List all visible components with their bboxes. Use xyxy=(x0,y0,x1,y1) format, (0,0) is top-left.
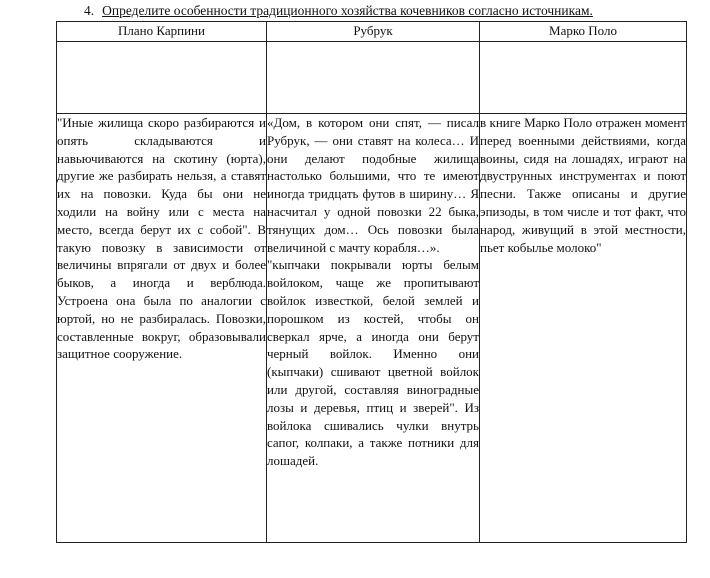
quote-rubruk-2: "кыпчаки покрывали юрты белым войлоком, чаще же пропитывают войлок известкой, белой землей и порошком из костей, чтобы он сверкал ярче, а иногда они берут черный войлок. Именно они (кыпчаки) сшивают цветной войлок или другой, составляя виноградные лозы и деревья, птиц и зверей". Из войлока сшивались чулки внутрь сапог, колпаки, а также потники для лошадей. xyxy=(267,257,479,469)
quote-row xyxy=(57,114,687,543)
header-marco-polo: Марко Поло xyxy=(480,22,687,42)
task-text: Определите особенности традиционного хозяйства кочевников согласно источникам. xyxy=(102,3,593,18)
task-heading xyxy=(84,2,684,20)
task-number: 4. xyxy=(84,3,95,18)
header-rubruk: Рубрук xyxy=(267,22,480,42)
header-karpini: Плано Карпини xyxy=(57,22,267,42)
quote-cell-rubruk xyxy=(267,114,480,543)
answer-cell-rubruk[interactable] xyxy=(267,42,480,114)
answer-cell-marco-polo[interactable] xyxy=(480,42,687,114)
quote-rubruk-1: «Дом, в котором они спят, — писал Рубрук, — они ставят на колеса… И они делают подобные жилища настолько большими, что те имеют иногда тридцать футов в ширину… Я насчитал у одной повозки 22 быка, тянущих дом… Ось повозки была величиной с мачту корабля…». xyxy=(267,115,479,255)
answer-row xyxy=(57,42,687,114)
quote-marco-polo: в книге Марко Поло отражен момент перед военными действиями, когда воины, сидя на лошадях, играют на двуструнных инструментах и поют песни. Также описаны и другие эпизоды, в том числе и тот факт, что народ, живущий в этой местности, пьет кобылье молоко" xyxy=(480,115,686,255)
sources-table xyxy=(56,21,687,543)
answer-cell-karpini[interactable] xyxy=(57,42,267,114)
quote-cell-marco-polo xyxy=(480,114,687,543)
header-row xyxy=(57,22,687,42)
quote-karpini: "Иные жилища скоро разбираются и опять складываются и навьючиваются на скотину (юрта), другие же разбирать нельзя, а ставят их на повозки. Куда бы они не ходили на войну или с места на место, всегда берут их с собой". В такую повозку в зависимости от величины впрягали от двух и более быков, а иногда и верблюда. Устроена она была по аналогии с юртой, но не разбиралась. Повозки, составленные вокруг, образовывали защитное сооружение. xyxy=(57,115,266,362)
quote-cell-karpini xyxy=(57,114,267,543)
